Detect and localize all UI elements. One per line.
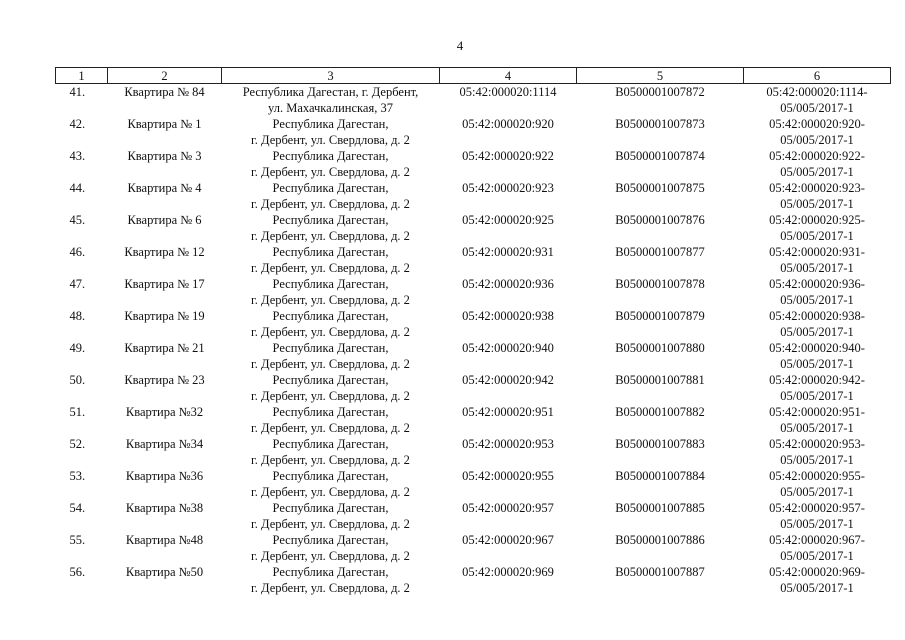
registration-number-line: 05/005/2017-1 <box>780 133 854 147</box>
object-address-line: Республика Дагестан, <box>272 149 389 163</box>
registration-number <box>744 116 891 148</box>
object-address-line: Республика Дагестан, <box>272 373 389 387</box>
registry-code <box>577 532 744 564</box>
registration-number <box>744 148 891 180</box>
cadastral-number-line: 05:42:000020:931 <box>462 245 554 259</box>
registration-number-line: 05:42:000020:955- <box>769 469 865 483</box>
cadastral-number-line: 05:42:000020:953 <box>462 437 554 451</box>
object-address-line: г. Дербент, ул. Свердлова, д. 2 <box>251 197 410 211</box>
registration-number-line: 05:42:000020:1114- <box>766 85 868 99</box>
registration-number <box>744 308 891 340</box>
row-number-line: 47. <box>69 277 86 291</box>
registry-code-line: В0500001007885 <box>615 501 705 515</box>
cadastral-number-line: 05:42:000020:969 <box>462 565 554 579</box>
cadastral-number <box>440 212 577 244</box>
registry-code-line: В0500001007876 <box>615 213 705 227</box>
cadastral-number <box>440 468 577 500</box>
registration-number-line: 05/005/2017-1 <box>780 421 854 435</box>
cadastral-number-line: 05:42:000020:955 <box>462 469 554 483</box>
object-address-line: Республика Дагестан, <box>272 213 389 227</box>
registry-code <box>577 404 744 436</box>
row-number <box>56 180 108 212</box>
object-address-line: г. Дербент, ул. Свердлова, д. 2 <box>251 485 410 499</box>
registration-number-line: 05:42:000020:957- <box>769 501 865 515</box>
registration-number-line: 05:42:000020:951- <box>769 405 865 419</box>
registration-number-line: 05:42:000020:922- <box>769 149 865 163</box>
object-name <box>108 372 222 404</box>
cadastral-number <box>440 308 577 340</box>
row-number <box>56 244 108 276</box>
cadastral-number-line: 05:42:000020:1114 <box>459 85 557 99</box>
registration-number-line: 05:42:000020:923- <box>769 181 865 195</box>
registration-number-line: 05/005/2017-1 <box>780 261 854 275</box>
registration-number <box>744 436 891 468</box>
object-address-line: Республика Дагестан, <box>272 533 389 547</box>
row-number <box>56 276 108 308</box>
object-name-line: Квартира № 3 <box>127 149 202 163</box>
registry-code-line: В0500001007882 <box>615 405 705 419</box>
registration-number <box>744 468 891 500</box>
table-row <box>56 116 891 148</box>
cadastral-number <box>440 276 577 308</box>
registration-number-line: 05/005/2017-1 <box>780 581 854 595</box>
registry-code-line: В0500001007878 <box>615 277 705 291</box>
row-number <box>56 436 108 468</box>
object-name <box>108 276 222 308</box>
object-name <box>108 244 222 276</box>
table-row <box>56 308 891 340</box>
object-name <box>108 148 222 180</box>
row-number <box>56 148 108 180</box>
object-name-line: Квартира № 21 <box>124 341 205 355</box>
registration-number-line: 05:42:000020:925- <box>769 213 865 227</box>
object-address <box>222 372 440 404</box>
row-number <box>56 372 108 404</box>
object-address-line: Республика Дагестан, <box>272 437 389 451</box>
registry-code <box>577 500 744 532</box>
object-name-line: Квартира №48 <box>125 533 204 547</box>
object-name <box>108 564 222 596</box>
registration-number-line: 05/005/2017-1 <box>780 485 854 499</box>
cadastral-number-line: 05:42:000020:940 <box>462 341 554 355</box>
table-row <box>56 276 891 308</box>
object-name <box>108 532 222 564</box>
row-number <box>56 564 108 596</box>
registration-number-line: 05:42:000020:953- <box>769 437 865 451</box>
table-row <box>56 372 891 404</box>
cadastral-number <box>440 404 577 436</box>
table-row <box>56 468 891 500</box>
object-name <box>108 180 222 212</box>
object-address-line: г. Дербент, ул. Свердлова, д. 2 <box>251 261 410 275</box>
registration-number <box>744 500 891 532</box>
row-number-line: 55. <box>69 533 86 547</box>
row-number-line: 43. <box>69 149 86 163</box>
object-address <box>222 468 440 500</box>
registration-number-line: 05:42:000020:969- <box>769 565 865 579</box>
registration-number <box>744 276 891 308</box>
object-name-line: Квартира №50 <box>125 565 204 579</box>
object-address <box>222 212 440 244</box>
row-number-line: 49. <box>69 341 86 355</box>
column-header-1: 1 <box>56 68 108 84</box>
cadastral-number-line: 05:42:000020:967 <box>462 533 554 547</box>
object-address-line: Республика Дагестан, <box>272 277 389 291</box>
object-address-line: г. Дербент, ул. Свердлова, д. 2 <box>251 549 410 563</box>
row-number-line: 50. <box>69 373 86 387</box>
object-name <box>108 116 222 148</box>
registration-number <box>744 340 891 372</box>
object-address <box>222 180 440 212</box>
registration-number-line: 05/005/2017-1 <box>780 197 854 211</box>
cadastral-number <box>440 244 577 276</box>
cadastral-number <box>440 372 577 404</box>
object-name <box>108 436 222 468</box>
object-address <box>222 148 440 180</box>
object-name <box>108 500 222 532</box>
registration-number-line: 05/005/2017-1 <box>780 101 854 115</box>
object-address-line: г. Дербент, ул. Свердлова, д. 2 <box>251 165 410 179</box>
registration-number-line: 05:42:000020:940- <box>769 341 865 355</box>
object-address-line: г. Дербент, ул. Свердлова, д. 2 <box>251 357 410 371</box>
object-address-line: г. Дербент, ул. Свердлова, д. 2 <box>251 421 410 435</box>
cadastral-number <box>440 436 577 468</box>
object-address-line: Республика Дагестан, <box>272 565 389 579</box>
table-row <box>56 340 891 372</box>
object-address <box>222 564 440 596</box>
object-address-line: Республика Дагестан, <box>272 117 389 131</box>
row-number <box>56 212 108 244</box>
column-header-3: 3 <box>222 68 440 84</box>
registry-code-line: В0500001007872 <box>615 85 705 99</box>
row-number-line: 52. <box>69 437 86 451</box>
registry-code-line: В0500001007879 <box>615 309 705 323</box>
cadastral-number-line: 05:42:000020:925 <box>462 213 554 227</box>
row-number-line: 53. <box>69 469 86 483</box>
registry-code <box>577 564 744 596</box>
object-name <box>108 404 222 436</box>
row-number-line: 48. <box>69 309 86 323</box>
object-name-line: Квартира № 17 <box>124 277 205 291</box>
object-address-line: г. Дербент, ул. Свердлова, д. 2 <box>251 293 410 307</box>
registry-code-line: В0500001007886 <box>615 533 705 547</box>
cadastral-number-line: 05:42:000020:951 <box>462 405 554 419</box>
object-name <box>108 340 222 372</box>
object-name-line: Квартира №34 <box>125 437 204 451</box>
registry-code <box>577 212 744 244</box>
object-address <box>222 340 440 372</box>
table-row <box>56 84 891 117</box>
registration-number-line: 05/005/2017-1 <box>780 229 854 243</box>
object-address-line: Республика Дагестан, <box>272 245 389 259</box>
registration-number <box>744 244 891 276</box>
row-number-line: 44. <box>69 181 86 195</box>
property-table <box>55 67 891 596</box>
registry-code <box>577 308 744 340</box>
table-header <box>56 68 891 84</box>
table-row <box>56 180 891 212</box>
cadastral-number-line: 05:42:000020:936 <box>462 277 554 291</box>
table-row <box>56 564 891 596</box>
object-address <box>222 244 440 276</box>
table-row <box>56 212 891 244</box>
registry-code <box>577 468 744 500</box>
object-address-line: Республика Дагестан, <box>272 501 389 515</box>
cadastral-number-line: 05:42:000020:938 <box>462 309 554 323</box>
registration-number-line: 05:42:000020:967- <box>769 533 865 547</box>
registry-code <box>577 436 744 468</box>
table-row <box>56 532 891 564</box>
table-row <box>56 500 891 532</box>
row-number <box>56 468 108 500</box>
object-address-line: г. Дербент, ул. Свердлова, д. 2 <box>251 229 410 243</box>
registry-code-line: В0500001007884 <box>615 469 705 483</box>
column-header-4: 4 <box>440 68 577 84</box>
column-header-2: 2 <box>108 68 222 84</box>
object-name-line: Квартира №36 <box>125 469 204 483</box>
row-number <box>56 532 108 564</box>
registry-code <box>577 244 744 276</box>
object-name-line: Квартира № 6 <box>127 213 202 227</box>
cadastral-number <box>440 84 577 117</box>
page-number: 4 <box>456 38 464 53</box>
registration-number-line: 05/005/2017-1 <box>780 165 854 179</box>
object-name-line: Квартира №32 <box>125 405 204 419</box>
object-address <box>222 532 440 564</box>
object-name <box>108 212 222 244</box>
registration-number <box>744 564 891 596</box>
cadastral-number-line: 05:42:000020:923 <box>462 181 554 195</box>
registration-number-line: 05:42:000020:936- <box>769 277 865 291</box>
registration-number-line: 05/005/2017-1 <box>780 357 854 371</box>
object-address-line: г. Дербент, ул. Свердлова, д. 2 <box>251 517 410 531</box>
row-number-line: 41. <box>69 85 86 99</box>
registration-number <box>744 180 891 212</box>
registry-code <box>577 148 744 180</box>
object-address-line: г. Дербент, ул. Свердлова, д. 2 <box>251 389 410 403</box>
row-number-line: 42. <box>69 117 86 131</box>
object-address-line: Республика Дагестан, <box>272 469 389 483</box>
registry-code-line: В0500001007875 <box>615 181 705 195</box>
object-address <box>222 308 440 340</box>
cadastral-number <box>440 340 577 372</box>
row-number-line: 45. <box>69 213 86 227</box>
row-number <box>56 340 108 372</box>
object-name-line: Квартира №38 <box>125 501 204 515</box>
object-address-line: г. Дербент, ул. Свердлова, д. 2 <box>251 453 410 467</box>
object-name <box>108 308 222 340</box>
row-number <box>56 116 108 148</box>
object-address <box>222 436 440 468</box>
registry-code <box>577 116 744 148</box>
registration-number-line: 05/005/2017-1 <box>780 549 854 563</box>
table-row <box>56 404 891 436</box>
registration-number <box>744 532 891 564</box>
cadastral-number <box>440 148 577 180</box>
object-name-line: Квартира № 23 <box>124 373 205 387</box>
object-address <box>222 116 440 148</box>
registry-code-line: В0500001007874 <box>615 149 705 163</box>
cadastral-number <box>440 116 577 148</box>
row-number <box>56 500 108 532</box>
object-address-line: Республика Дагестан, <box>272 309 389 323</box>
registration-number-line: 05/005/2017-1 <box>780 293 854 307</box>
cadastral-number-line: 05:42:000020:920 <box>462 117 554 131</box>
cadastral-number <box>440 180 577 212</box>
cadastral-number <box>440 500 577 532</box>
registration-number-line: 05/005/2017-1 <box>780 325 854 339</box>
object-address-line: г. Дербент, ул. Свердлова, д. 2 <box>251 133 410 147</box>
table-row <box>56 148 891 180</box>
registration-number <box>744 84 891 117</box>
object-address-line: ул. Махачкалинская, 37 <box>268 101 393 115</box>
object-name <box>108 84 222 117</box>
registry-code <box>577 340 744 372</box>
object-address-line: г. Дербент, ул. Свердлова, д. 2 <box>251 325 410 339</box>
registration-number-line: 05/005/2017-1 <box>780 517 854 531</box>
registration-number-line: 05/005/2017-1 <box>780 453 854 467</box>
cadastral-number <box>440 564 577 596</box>
object-name-line: Квартира № 4 <box>127 181 202 195</box>
row-number-line: 54. <box>69 501 86 515</box>
table-row <box>56 436 891 468</box>
registry-code <box>577 180 744 212</box>
registration-number-line: 05:42:000020:931- <box>769 245 865 259</box>
registration-number <box>744 372 891 404</box>
object-name-line: Квартира № 84 <box>124 85 205 99</box>
cadastral-number-line: 05:42:000020:957 <box>462 501 554 515</box>
object-name-line: Квартира № 1 <box>127 117 202 131</box>
column-header-5: 5 <box>577 68 744 84</box>
object-address <box>222 404 440 436</box>
cadastral-number <box>440 532 577 564</box>
table-row <box>56 244 891 276</box>
object-address-line: Республика Дагестан, <box>272 181 389 195</box>
cadastral-number-line: 05:42:000020:922 <box>462 149 554 163</box>
registration-number-line: 05:42:000020:920- <box>769 117 865 131</box>
row-number-line: 46. <box>69 245 86 259</box>
column-header-6: 6 <box>744 68 891 84</box>
object-name-line: Квартира № 19 <box>124 309 205 323</box>
registry-code-line: В0500001007877 <box>615 245 705 259</box>
object-name-line: Квартира № 12 <box>124 245 205 259</box>
row-number <box>56 84 108 117</box>
registry-code-line: В0500001007887 <box>615 565 705 579</box>
registration-number-line: 05:42:000020:942- <box>769 373 865 387</box>
registry-code <box>577 84 744 117</box>
registration-number-line: 05:42:000020:938- <box>769 309 865 323</box>
registration-number <box>744 212 891 244</box>
object-address-line: Республика Дагестан, <box>272 405 389 419</box>
registration-number <box>744 404 891 436</box>
registry-code-line: В0500001007873 <box>615 117 705 131</box>
object-address-line: Республика Дагестан, <box>272 341 389 355</box>
registry-code-line: В0500001007881 <box>615 373 705 387</box>
registry-code-line: В0500001007883 <box>615 437 705 451</box>
cadastral-number-line: 05:42:000020:942 <box>462 373 554 387</box>
registration-number-line: 05/005/2017-1 <box>780 389 854 403</box>
object-address <box>222 276 440 308</box>
table-body <box>56 84 891 597</box>
object-address <box>222 84 440 117</box>
header-row <box>56 68 891 84</box>
object-address <box>222 500 440 532</box>
row-number <box>56 308 108 340</box>
registry-code <box>577 372 744 404</box>
row-number-line: 56. <box>69 565 86 579</box>
object-address-line: г. Дербент, ул. Свердлова, д. 2 <box>251 581 410 595</box>
registry-code <box>577 276 744 308</box>
registry-code-line: В0500001007880 <box>615 341 705 355</box>
row-number-line: 51. <box>69 405 86 419</box>
object-address-line: Республика Дагестан, г. Дербент, <box>242 85 419 99</box>
object-name <box>108 468 222 500</box>
row-number <box>56 404 108 436</box>
